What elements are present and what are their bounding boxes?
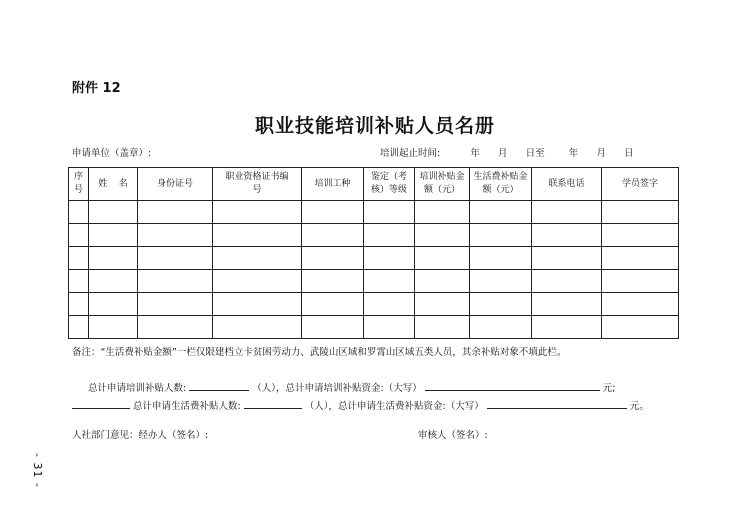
- annex-label: 附件 12: [72, 81, 121, 96]
- col-header-name: 姓 名: [89, 168, 138, 201]
- table-cell[interactable]: [415, 270, 470, 293]
- table-cell[interactable]: [89, 224, 138, 247]
- living-amount-blank[interactable]: [487, 398, 627, 409]
- table-cell[interactable]: [69, 270, 89, 293]
- table-header-row: [69, 168, 679, 201]
- table-cell[interactable]: [89, 270, 138, 293]
- living-prefix-blank[interactable]: [72, 398, 130, 409]
- table-cell[interactable]: [470, 247, 532, 270]
- table-cell[interactable]: [602, 247, 679, 270]
- table-cell[interactable]: [470, 201, 532, 224]
- table-cell[interactable]: [602, 224, 679, 247]
- table-cell[interactable]: [138, 247, 213, 270]
- table-cell[interactable]: [415, 293, 470, 316]
- col-header-certificate-no: 职业资格证书编号: [213, 168, 302, 201]
- training-amount-label: （人），总计申请培训补贴资金:（大写）: [252, 383, 422, 394]
- table-row: [69, 247, 679, 270]
- living-amount-label: （人），总计申请生活费补贴资金:（大写）: [304, 401, 484, 412]
- table-note: 备注：“生活费补贴金额”一栏仅限建档立卡贫困劳动力、武陵山区域和罗霄山区域五类人员，其余补贴对象不填此栏。: [72, 347, 567, 358]
- table-cell[interactable]: [89, 293, 138, 316]
- table-cell[interactable]: [302, 293, 364, 316]
- table-cell[interactable]: [532, 247, 602, 270]
- living-count-blank[interactable]: [244, 398, 302, 409]
- table-cell[interactable]: [213, 201, 302, 224]
- col-header-phone: 联系电话: [532, 168, 602, 201]
- table-cell[interactable]: [302, 224, 364, 247]
- table-cell[interactable]: [602, 201, 679, 224]
- table-cell[interactable]: [302, 201, 364, 224]
- table-cell[interactable]: [364, 201, 415, 224]
- col-header-seq: 序号: [69, 168, 89, 201]
- table-cell[interactable]: [602, 316, 679, 339]
- table-cell[interactable]: [415, 224, 470, 247]
- living-subsidy-summary: [72, 398, 649, 412]
- table-cell[interactable]: [138, 316, 213, 339]
- page-title: 职业技能培训补贴人员名册: [254, 115, 495, 137]
- training-subsidy-summary: [88, 380, 615, 394]
- table-cell[interactable]: [364, 316, 415, 339]
- table-row: [69, 201, 679, 224]
- training-count-blank[interactable]: [189, 380, 249, 391]
- table-cell[interactable]: [213, 247, 302, 270]
- table-cell[interactable]: [213, 316, 302, 339]
- table-cell[interactable]: [138, 293, 213, 316]
- table-cell[interactable]: [69, 293, 89, 316]
- table-cell[interactable]: [415, 201, 470, 224]
- training-amount-blank[interactable]: [425, 380, 600, 391]
- dept-opinion-label: 人社部门意见：经办人（签名）:: [72, 430, 209, 441]
- table-cell[interactable]: [364, 270, 415, 293]
- table-cell[interactable]: [89, 247, 138, 270]
- table-cell[interactable]: [302, 316, 364, 339]
- table-cell[interactable]: [69, 316, 89, 339]
- living-count-label: 总计申请生活费补贴人数:: [133, 401, 241, 412]
- table-cell[interactable]: [138, 201, 213, 224]
- table-cell[interactable]: [532, 224, 602, 247]
- training-amount-unit: 元;: [602, 383, 616, 394]
- table-cell[interactable]: [89, 201, 138, 224]
- col-header-living-subsidy: 生活费补贴金额（元）: [470, 168, 532, 201]
- table-cell[interactable]: [213, 293, 302, 316]
- table-cell[interactable]: [213, 270, 302, 293]
- applicant-unit-label: 申请单位（盖章）:: [72, 148, 152, 159]
- living-amount-unit: 元。: [629, 401, 649, 412]
- table-cell[interactable]: [415, 247, 470, 270]
- col-header-signature: 学员签字: [602, 168, 679, 201]
- table-cell[interactable]: [470, 270, 532, 293]
- table-cell[interactable]: [532, 293, 602, 316]
- table-row: [69, 270, 679, 293]
- reviewer-label: 审核人（签名）:: [418, 430, 488, 441]
- table-cell[interactable]: [364, 247, 415, 270]
- table-cell[interactable]: [532, 201, 602, 224]
- table-cell[interactable]: [602, 270, 679, 293]
- table-cell[interactable]: [532, 316, 602, 339]
- table-cell[interactable]: [302, 270, 364, 293]
- table-cell[interactable]: [69, 224, 89, 247]
- col-header-grade: 鉴定（考核）等级: [364, 168, 415, 201]
- col-header-id-number: 身份证号: [138, 168, 213, 201]
- table-row: [69, 316, 679, 339]
- col-header-trade: 培训工种: [302, 168, 364, 201]
- table-cell[interactable]: [302, 247, 364, 270]
- table-cell[interactable]: [364, 224, 415, 247]
- training-period-label: 培训起止时间: 年 月 日至 年 月 日: [380, 148, 634, 159]
- table-cell[interactable]: [364, 293, 415, 316]
- table-row: [69, 293, 679, 316]
- table-cell[interactable]: [69, 247, 89, 270]
- training-count-label: 总计申请培训补贴人数:: [88, 383, 187, 394]
- table-cell[interactable]: [532, 270, 602, 293]
- table-cell[interactable]: [89, 316, 138, 339]
- table-cell[interactable]: [470, 316, 532, 339]
- table-cell[interactable]: [69, 201, 89, 224]
- table-cell[interactable]: [470, 293, 532, 316]
- col-header-training-subsidy: 培训补贴金额（元）: [415, 168, 470, 201]
- page-number: - 31 -: [31, 453, 44, 488]
- table-cell[interactable]: [138, 270, 213, 293]
- table-cell[interactable]: [415, 316, 470, 339]
- table-cell[interactable]: [213, 224, 302, 247]
- table-cell[interactable]: [138, 224, 213, 247]
- roster-table: [68, 167, 679, 339]
- table-cell[interactable]: [602, 293, 679, 316]
- table-cell[interactable]: [470, 224, 532, 247]
- table-row: [69, 224, 679, 247]
